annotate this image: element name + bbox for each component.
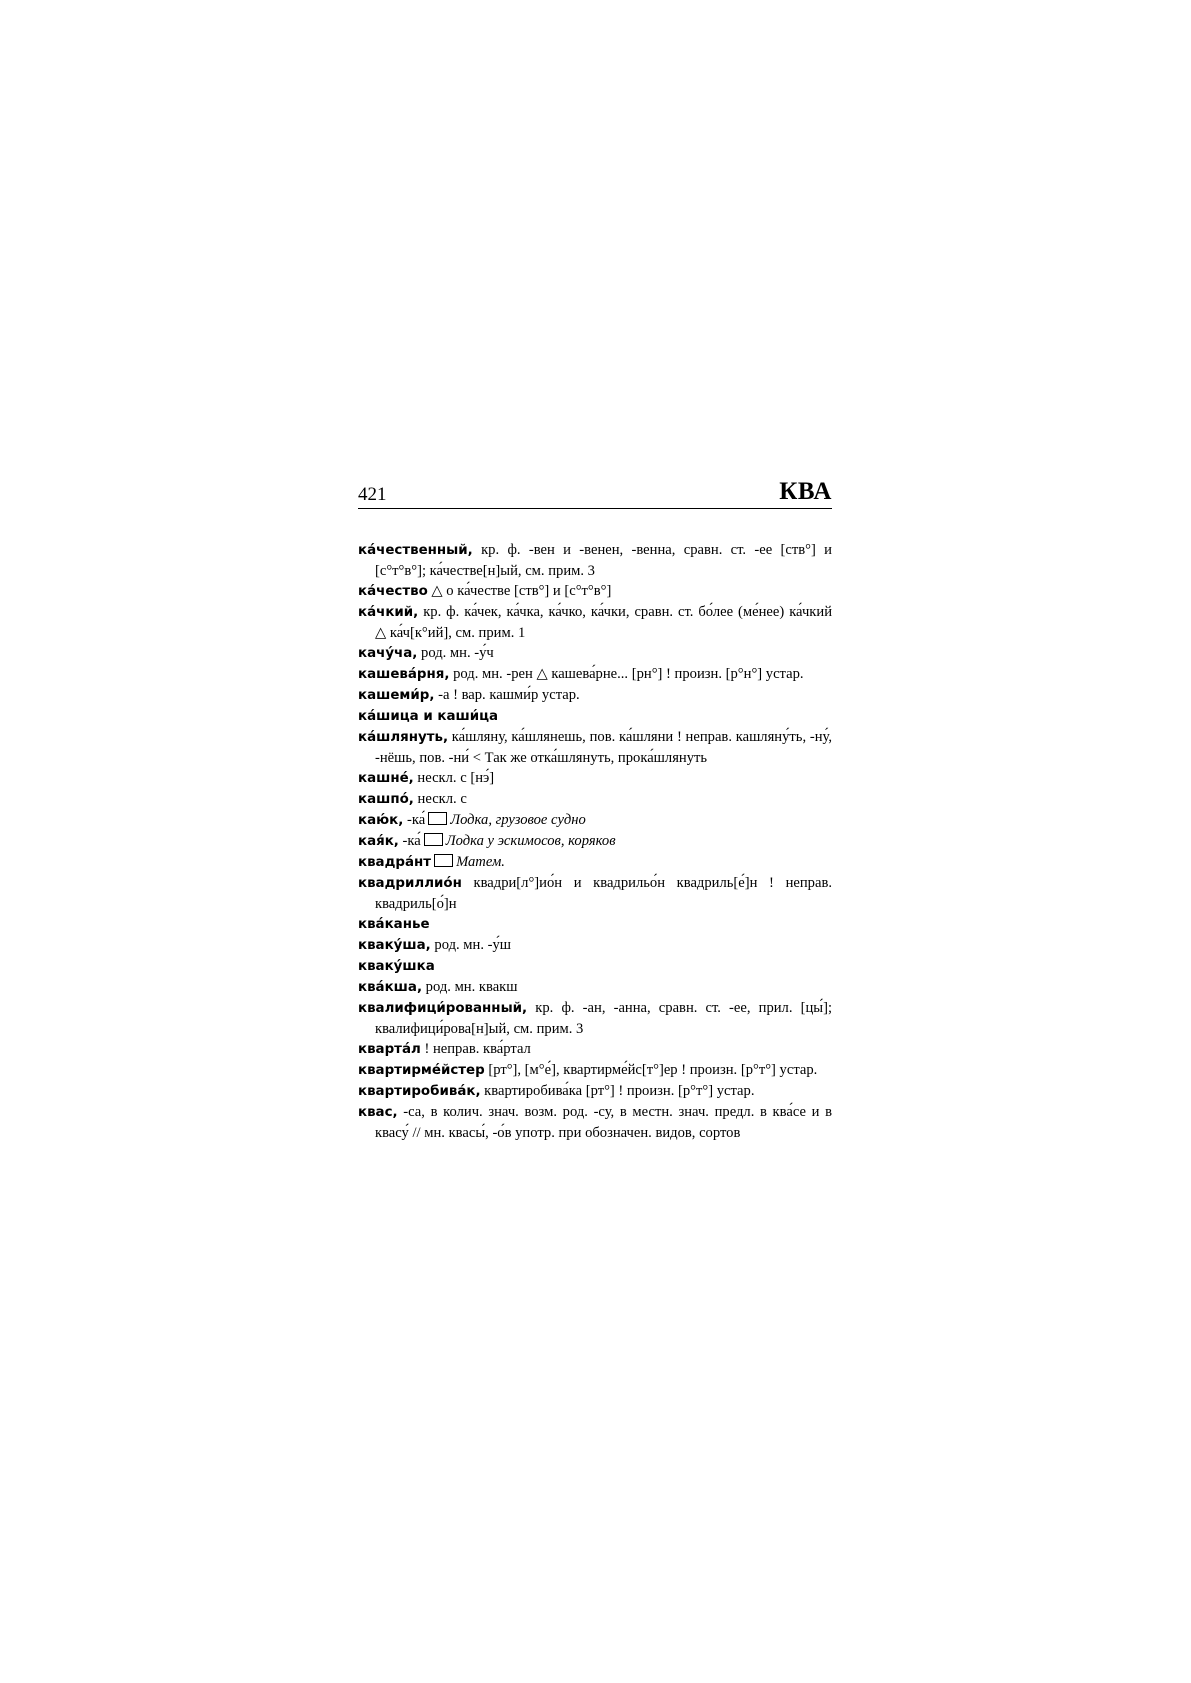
entry-headword: ка́чество <box>358 584 428 599</box>
dictionary-entry <box>358 1060 832 1081</box>
dictionary-entry <box>358 956 832 977</box>
dictionary-entry <box>358 581 832 602</box>
dictionary-entry <box>358 873 832 914</box>
gloss-box-icon <box>428 812 447 825</box>
running-head: КВА <box>779 478 832 505</box>
entry-headword: качу́ча, <box>358 646 418 661</box>
entry-body: род. мн. -у́ш <box>430 937 512 953</box>
entry-headword: кваку́ша, <box>358 938 431 953</box>
entry-body: -са, в колич. знач. возм. род. -су, в местн. знач. предл. в ква́се и в квасу́ // мн. квасы́, -о́в употр. при обозначен. видов, сортов <box>375 1104 832 1141</box>
entry-headword: ка́чественный, <box>358 543 473 558</box>
entry-body: ка́шляну, ка́шлянешь, пов. ка́шляни ! неправ. кашляну́ть, -ну́, -нёшь, пов. -ни́ < Так же отка́шлянуть, прока́шлянуть <box>375 729 832 766</box>
entry-headword: квас, <box>358 1105 398 1120</box>
dictionary-page <box>358 478 832 1143</box>
dictionary-entry <box>358 1081 832 1102</box>
gloss-box-icon <box>434 854 453 867</box>
entry-list <box>358 540 832 1143</box>
entry-body: кр. ф. -вен и -венен, -венна, сравн. ст. -ее [ств°] и [с°т°в°]; ка́честве[н]ый, см. прим. 3 <box>375 542 832 579</box>
entry-headword: ква́канье <box>358 917 430 932</box>
entry-body: род. мн. -рен △ кашева́рне... [рн°] ! произн. [р°н°] устар. <box>449 666 804 682</box>
entry-body: квартиробива́ка [рт°] ! произн. [р°т°] устар. <box>480 1083 755 1099</box>
entry-body: △ о ка́честве [ств°] и [с°т°в°] <box>427 583 612 599</box>
entry-headword: квадра́нт <box>358 855 432 870</box>
entry-headword: квартиробива́к, <box>358 1084 481 1099</box>
dictionary-entry <box>358 977 832 998</box>
entry-headword: кая́к, <box>358 834 399 849</box>
entry-body: род. мн. -у́ч <box>417 645 494 661</box>
entry-headword: кварта́л <box>358 1042 421 1057</box>
entry-headword: каю́к, <box>358 813 404 828</box>
entry-gloss: Матем. <box>456 854 505 870</box>
dictionary-entry <box>358 935 832 956</box>
entry-headword: кашеми́р, <box>358 688 435 703</box>
entry-headword: кашева́рня, <box>358 667 450 682</box>
entry-body: нескл. с <box>413 791 467 807</box>
dictionary-entry <box>358 602 832 643</box>
entry-gloss: Лодка, грузовое судно <box>450 812 586 828</box>
dictionary-entry <box>358 1102 832 1143</box>
entry-body: -а ! вар. кашми́р устар. <box>434 687 580 703</box>
dictionary-entry <box>358 810 832 831</box>
entry-gloss: Лодка у эскимосов, коряков <box>445 833 616 849</box>
entry-body: кр. ф. -ан, -анна, сравн. ст. -ее, прил. [цы́]; квалифици́рова[н]ый, см. прим. 3 <box>375 1000 832 1037</box>
header-rule <box>358 508 832 509</box>
dictionary-entry <box>358 831 832 852</box>
dictionary-entry <box>358 1039 832 1060</box>
entry-headword: ква́кша, <box>358 980 423 995</box>
gloss-box-icon <box>424 833 443 846</box>
entry-headword: ка́шлянуть, <box>358 730 449 745</box>
dictionary-entry <box>358 643 832 664</box>
dictionary-entry <box>358 998 832 1039</box>
entry-body: ! неправ. ква́ртал <box>420 1041 531 1057</box>
entry-body: -ка́ <box>403 812 426 828</box>
entry-headword: квартирме́йстер <box>358 1063 485 1078</box>
dictionary-entry <box>358 852 832 873</box>
entry-body: род. мн. квакш <box>422 979 518 995</box>
entry-body: -ка́ <box>398 833 421 849</box>
entry-headword: кашне́, <box>358 771 414 786</box>
entry-body: нескл. с [нэ́] <box>413 770 495 786</box>
entry-headword: ка́шица и каши́ца <box>358 709 499 724</box>
dictionary-entry <box>358 727 832 768</box>
entry-headword: кваку́шка <box>358 959 435 974</box>
dictionary-entry <box>358 789 832 810</box>
entry-headword: кашпо́, <box>358 792 414 807</box>
dictionary-entry <box>358 768 832 789</box>
entry-headword: квалифици́рованный, <box>358 1001 528 1016</box>
entry-headword: квадриллио́н <box>358 876 462 891</box>
entry-body: кр. ф. ка́чек, ка́чка, ка́чко, ка́чки, сравн. ст. бо́лее (ме́нее) ка́чкий △ ка́ч[к°ий], см. прим. 1 <box>375 604 832 641</box>
dictionary-entry <box>358 706 832 727</box>
page-number: 421 <box>358 484 387 505</box>
dictionary-entry <box>358 914 832 935</box>
dictionary-entry <box>358 540 832 581</box>
entry-body: квадри[л°]ио́н и квадрильо́н квадриль[е́]н ! неправ. квадриль[о́]н <box>375 875 832 912</box>
dictionary-entry <box>358 685 832 706</box>
page-header <box>358 478 832 508</box>
entry-body: [рт°], [м°е́], квартирме́йс[т°]ер ! произн. [р°т°] устар. <box>484 1062 818 1078</box>
dictionary-entry <box>358 664 832 685</box>
entry-headword: ка́чкий, <box>358 605 419 620</box>
